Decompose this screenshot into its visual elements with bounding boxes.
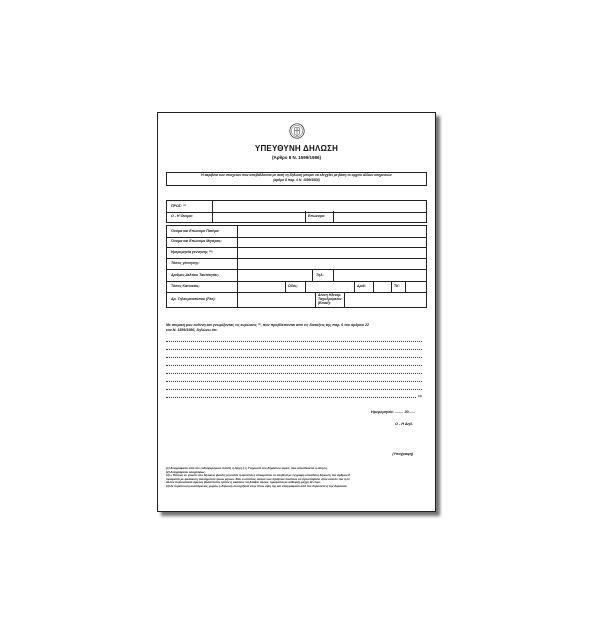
declaration-line[interactable] (166, 381, 422, 382)
page-title: ΥΠΕΥΘΥΝΗ ΔΗΛΩΣΗ (254, 144, 339, 153)
declaration-line[interactable] (166, 357, 422, 358)
postcode-label: ΤΚ: (394, 284, 400, 288)
declarant-label: Ο - Η Δηλ. (394, 422, 413, 426)
phone-label: Τηλ.: (316, 272, 325, 277)
footnote-1: (1) Αναγράφεται από τον ενδιαφερόμενο πολίτη ή Αρχή ή η Υπηρεσία του δημόσιου τομέα, που απευθύνεται η αίτηση. (166, 467, 328, 470)
recipient-label: ΠΡΟΣ: ⁽¹⁾ (171, 203, 186, 208)
footnote-3c: άλλον περιουσιακό όφελος βλάπτοντας τρίτον ή σκόπευε να βλάψει άλλον, τιμωρείται με κάθειρξη μέχρι 10 ετών. (166, 481, 321, 485)
declaration-line[interactable] (166, 389, 422, 390)
continuation-mark: (4) (418, 394, 422, 398)
footnote-3b: τιμωρείται με φυλάκιση τουλάχιστον τριών μηνών. Εάν ο υπαίτιος αυτών των πράξεων σκόπευε να προσπορίσει στον εαυτόν του ή σε (166, 477, 350, 481)
declaration-line[interactable] (166, 373, 422, 374)
declaration-line[interactable] (166, 349, 422, 350)
first-name-label: Ο - Η Όνομα: (171, 213, 193, 218)
footnotes (166, 467, 426, 489)
name-row (166, 211, 427, 223)
number-label: Αριθ: (357, 284, 366, 288)
surname-label: Επώνυμο: (308, 213, 326, 218)
mother-name-label: Όνομα και Επώνυμο Μητέρας: (171, 238, 222, 243)
declaration-form-sheet (157, 112, 436, 512)
residence-row (166, 282, 427, 294)
street-label: Οδός: (288, 284, 299, 288)
email-label: Δ/νση Ηλεκτρ. Ταχυδρομείου (Email): (318, 293, 342, 306)
declaration-statement (166, 323, 425, 333)
declaration-line[interactable] (166, 365, 422, 366)
mother-name-field[interactable] (166, 236, 427, 248)
birth-place-label: Τόπος γέννησης: (171, 261, 200, 266)
footnote-2: (2) Αναγράφεται ολογράφως. (166, 470, 206, 474)
fax-label: Αρ. Τηλεομοιοτύπου (Fax): (171, 297, 216, 302)
footnote-3a: (3) « Όποιος εν γνώσει του δηλώνει ψευδή γεγονότα ή αρνείται ή αποκρύπτει τα αληθινά με έγγραφη υπεύθυνη δήλωση του άρθρου 8 (166, 474, 350, 478)
declaration-line[interactable] (166, 397, 416, 398)
notice-line-1: Η ακρίβεια των στοιχείων που υποβάλλονται με αυτή τη δήλωση μπορεί να ελεγχθεί με βάση το αρχείο άλλων υπηρεσιών (201, 173, 392, 177)
birth-date-label: Ημερομηνία γέννησης ⁽²⁾: (171, 250, 213, 255)
notice-line-2: (άρθρο 8 παρ. 4 Ν. 1599/1986) (273, 177, 320, 182)
declaration-text-1: Με ατομική μου ευθύνη και γνωρίζοντας τις κυρώσεις ⁽³⁾, που προβλέπονται από τις διατάξεις της παρ. 6 του άρθρου 22 (166, 323, 369, 327)
residence-label: Τόπος Κατοικίας: (171, 284, 200, 288)
accuracy-notice-box (166, 172, 427, 186)
hellenic-republic-emblem-icon (289, 123, 305, 139)
page-subtitle: (Άρθρο 8 Ν. 1599/1986) (271, 155, 322, 160)
footnote-4: (4) Σε περίπτωση ανεπάρκειας χώρου η δήλωση συνεχίζεται στην πίσω όψη της και υπογράφεται από τον δηλούντα ή την δηλούσα. (166, 484, 348, 488)
father-name-label: Όνομα και Επώνυμο Πατέρα: (171, 228, 220, 233)
fax-email-row (166, 293, 427, 308)
signature-label: (Υπογραφή) (392, 452, 413, 456)
declaration-line[interactable] (166, 341, 422, 342)
birth-place-field[interactable] (166, 259, 427, 271)
date-line: Ημερομηνία: ........ 20...... (371, 410, 415, 414)
id-card-row (166, 270, 427, 282)
birth-date-field[interactable] (166, 248, 427, 260)
declaration-text-2: του Ν. 1599/1986, δηλώνω ότι: (166, 328, 218, 332)
id-card-label: Αριθμός Δελτίου Ταυτότητας: (171, 272, 220, 277)
